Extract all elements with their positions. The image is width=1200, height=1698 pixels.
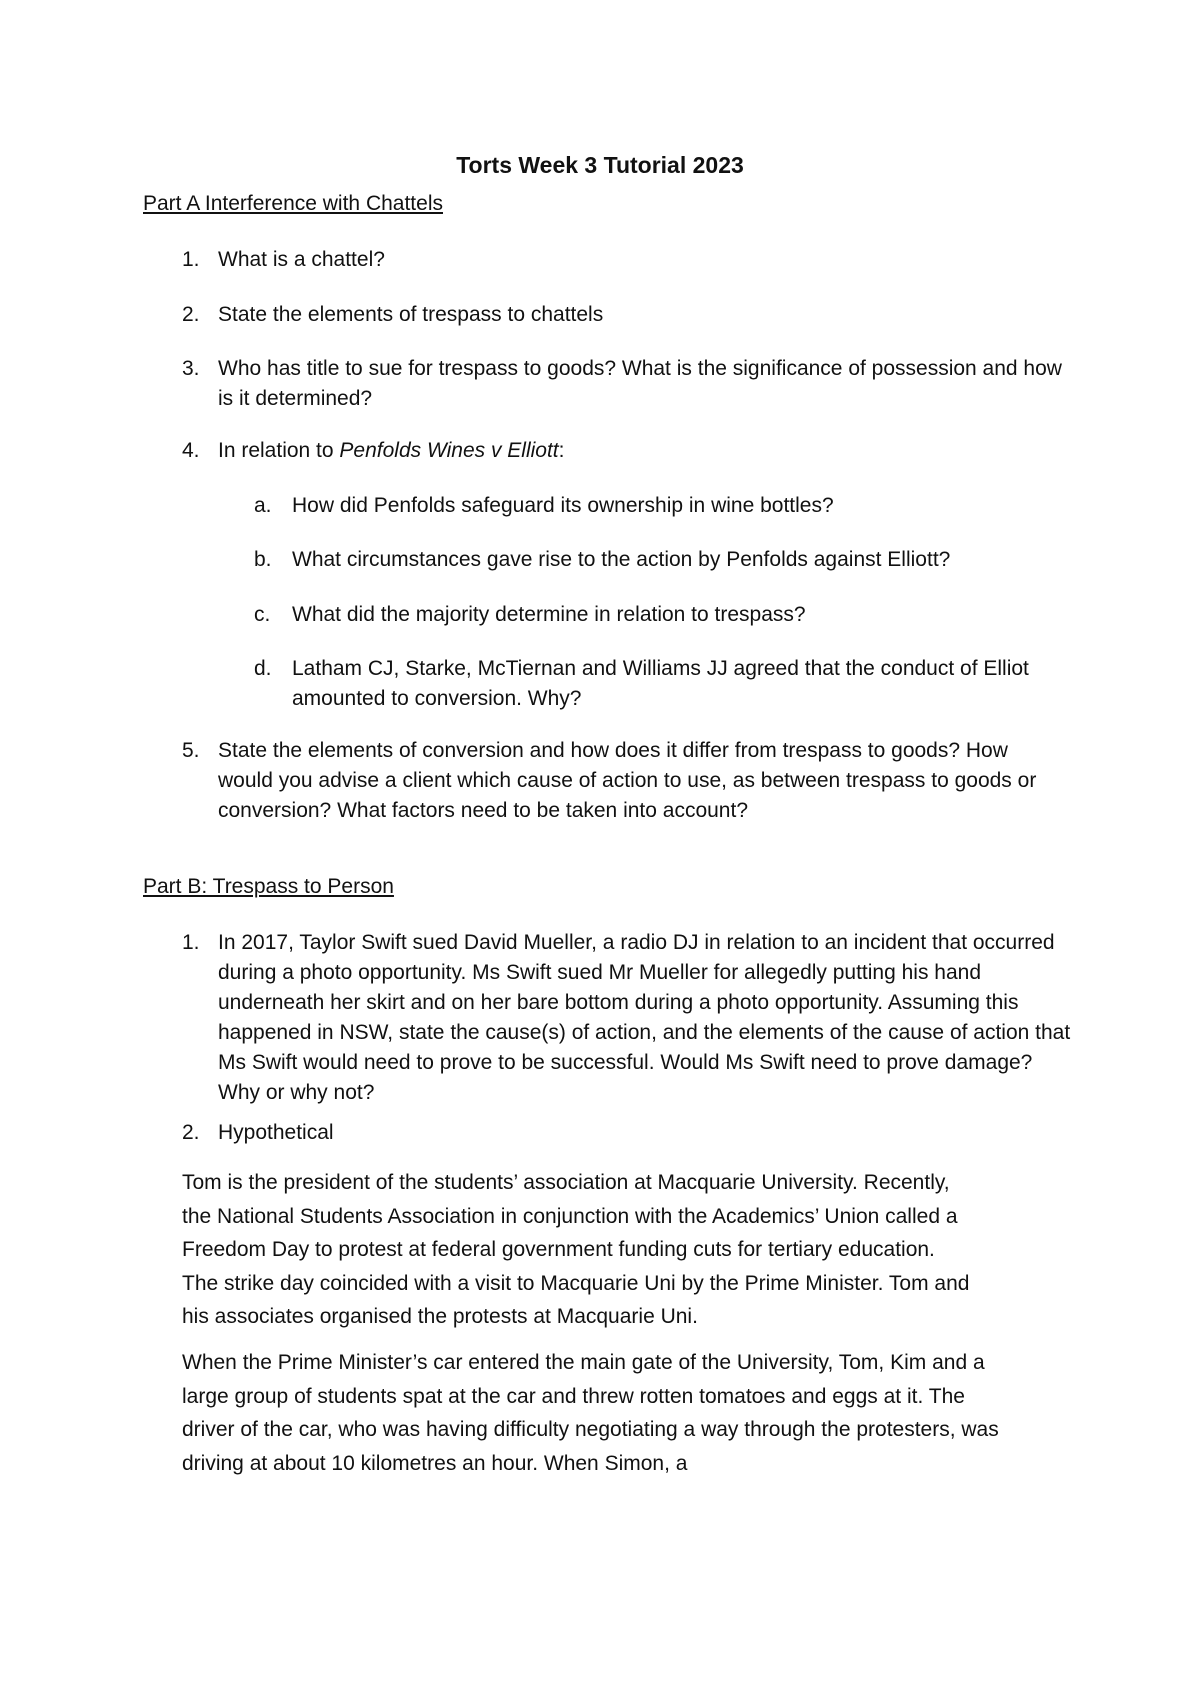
- part-b-item-1-number: 1.: [182, 931, 200, 954]
- part-a-item-4-text: [218, 436, 1078, 466]
- sub-item-b-text: What circumstances gave rise to the action by Penfolds against Elliott?: [292, 548, 951, 571]
- part-a-item-3-text: Who has title to sue for trespass to goods? What is the significance of possession and how is it determined?: [218, 357, 1062, 410]
- part-a-item-3-number: 3.: [182, 357, 200, 380]
- part-a-item-1-text: What is a chattel?: [218, 248, 385, 271]
- sub-item-d-letter: d.: [254, 657, 272, 680]
- sub-item-a-letter: a.: [254, 494, 272, 517]
- part-a-item-2-text: State the elements of trespass to chattels: [218, 303, 604, 326]
- part-b-item-2-number: 2.: [182, 1121, 200, 1144]
- part-a-item-1-number: 1.: [182, 248, 200, 271]
- part-a-item-5-number: 5.: [182, 739, 200, 762]
- part-a-item-2-number: 2.: [182, 303, 200, 326]
- sub-item-a-text: How did Penfolds safeguard its ownership in wine bottles?: [292, 494, 834, 517]
- case-name-penfolds: Penfolds Wines v Elliott: [339, 439, 559, 462]
- sub-item-c-text: What did the majority determine in relation to trespass?: [292, 603, 806, 626]
- sub-item-b-letter: b.: [254, 548, 272, 571]
- part-a-item-4-text-after: :: [558, 439, 565, 462]
- part-b-item-2-text: Hypothetical: [218, 1121, 334, 1144]
- part-a-item-4-text-before: In relation to: [218, 439, 340, 462]
- part-a-item-4-number: 4.: [182, 439, 200, 462]
- document-title: Torts Week 3 Tutorial 2023: [456, 152, 744, 178]
- part-a-heading: Part A Interference with Chattels: [143, 192, 443, 215]
- part-b-item-1-text: In 2017, Taylor Swift sued David Mueller, a radio DJ in relation to an incident that occurred during a photo opportunity. Ms Swift sued Mr Mueller for allegedly putting his hand underneath her skirt and on her bare bottom during a photo opportunity. Assuming this happened in NSW, state the cause(s) of action, and the elements of the cause of action that Ms Swift would need to prove to be successful. Would Ms Swift need to prove damage? Why or why not?: [218, 931, 1071, 1104]
- hypothetical-paragraph-1: Tom is the president of the students’ association at Macquarie University. Recently, the National Students Association in conjunction with the Academics’ Union called a Freedom Day to protest at federal government funding cuts for tertiary education. The strike day coincided with a visit to Macquarie Uni by the Prime Minister. Tom and his associates organised the protests at Macquarie Uni.: [182, 1171, 970, 1328]
- sub-item-c-letter: c.: [254, 603, 271, 626]
- hypothetical-paragraph-2: When the Prime Minister’s car entered the main gate of the University, Tom, Kim and a large group of students spat at the car and threw rotten tomatoes and eggs at it. The driver of the car, who was having difficulty negotiating a way through the protesters, was driving at about 10 kilometres an hour. When Simon, a: [182, 1351, 999, 1475]
- part-a-item-5-text: State the elements of conversion and how does it differ from trespass to goods? How would you advise a client which cause of action to use, as between trespass to goods or conversion? What factors need to be taken into account?: [218, 739, 1037, 822]
- sub-item-d-text: Latham CJ, Starke, McTiernan and Williams JJ agreed that the conduct of Elliot amounted to conversion. Why?: [292, 657, 1029, 710]
- part-b-heading: Part B: Trespass to Person: [143, 875, 394, 898]
